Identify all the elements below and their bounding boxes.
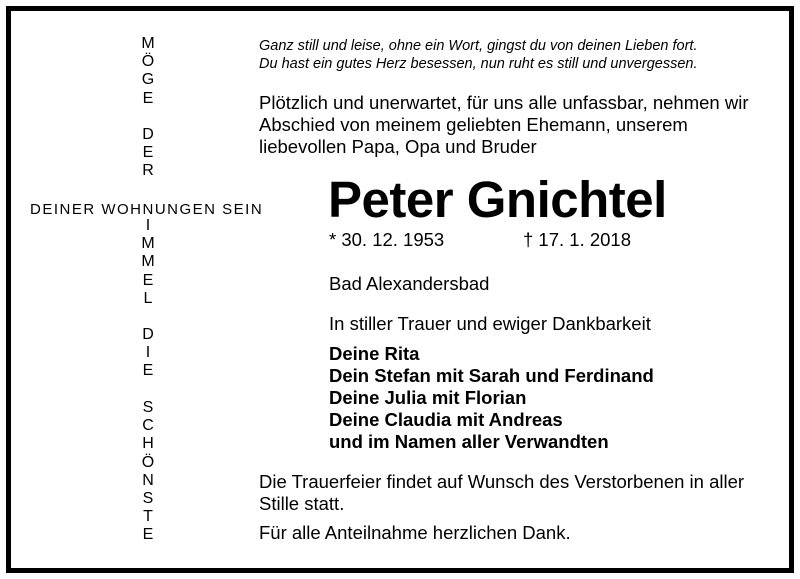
acrostic-letter: E (142, 526, 154, 543)
acrostic-letter: N (142, 472, 154, 489)
acrostic-letter: R (142, 162, 154, 179)
mourner-name: und im Namen aller Verwandten (329, 431, 609, 452)
acrostic-letter: D (142, 126, 154, 143)
acrostic-letter: L (143, 290, 153, 307)
acrostic-letter: I (145, 217, 151, 234)
funeral-note: Die Trauerfeier findet auf Wunsch des Verstorbenen in aller Stille statt. (259, 471, 745, 514)
acrostic-letter: T (143, 508, 153, 525)
birth-date: * 30. 12. 1953 (329, 229, 445, 250)
acrostic-letter: S (142, 490, 154, 507)
acrostic-letter: E (142, 362, 154, 379)
place-of-residence: Bad Alexandersbad (329, 273, 490, 294)
mourner-name: Deine Julia mit Florian (329, 387, 527, 408)
acrostic-letter: M (141, 35, 155, 52)
acrostic-horizontal-line: DEINER WOHNUNGEN SEIN (30, 201, 264, 218)
mourner-name: Deine Rita (329, 343, 420, 364)
quote-line-1: Ganz still und leise, ohne ein Wort, gingst du von deinen Lieben fort. (259, 38, 698, 54)
deceased-name: Peter Gnichtel (328, 171, 667, 228)
acrostic-letter: I (145, 344, 151, 361)
acrostic-letter: S (142, 399, 154, 416)
acrostic-letter: G (141, 71, 155, 88)
acrostic-letter: E (142, 144, 154, 161)
thanks-note: Für alle Anteilnahme herzlichen Dank. (259, 522, 571, 543)
quote-line-2: Du hast ein gutes Herz besessen, nun ruht es still und unvergessen. (259, 56, 698, 72)
acrostic-letter: C (142, 417, 154, 434)
acrostic-letter: E (142, 90, 154, 107)
acrostic-letter: H (142, 435, 154, 452)
acrostic-letter: M (141, 253, 155, 270)
mourner-name: Deine Claudia mit Andreas (329, 409, 563, 430)
death-date: † 17. 1. 2018 (523, 229, 632, 250)
acrostic-letter: M (141, 235, 155, 252)
acrostic-letter: E (142, 272, 154, 289)
announcement-intro: Plötzlich und unerwartet, für uns alle unfassbar, nehmen wir Abschied von meinem geliebten Ehemann, unserem liebevollen Papa, Opa und Bruder (259, 92, 749, 157)
acrostic-letter: D (142, 326, 154, 343)
acrostic-letter: Ö (141, 454, 155, 471)
mourner-name: Dein Stefan mit Sarah und Ferdinand (329, 365, 654, 386)
mourners-intro: In stiller Trauer und ewiger Dankbarkeit (329, 313, 651, 334)
acrostic-letter: Ö (141, 53, 155, 70)
